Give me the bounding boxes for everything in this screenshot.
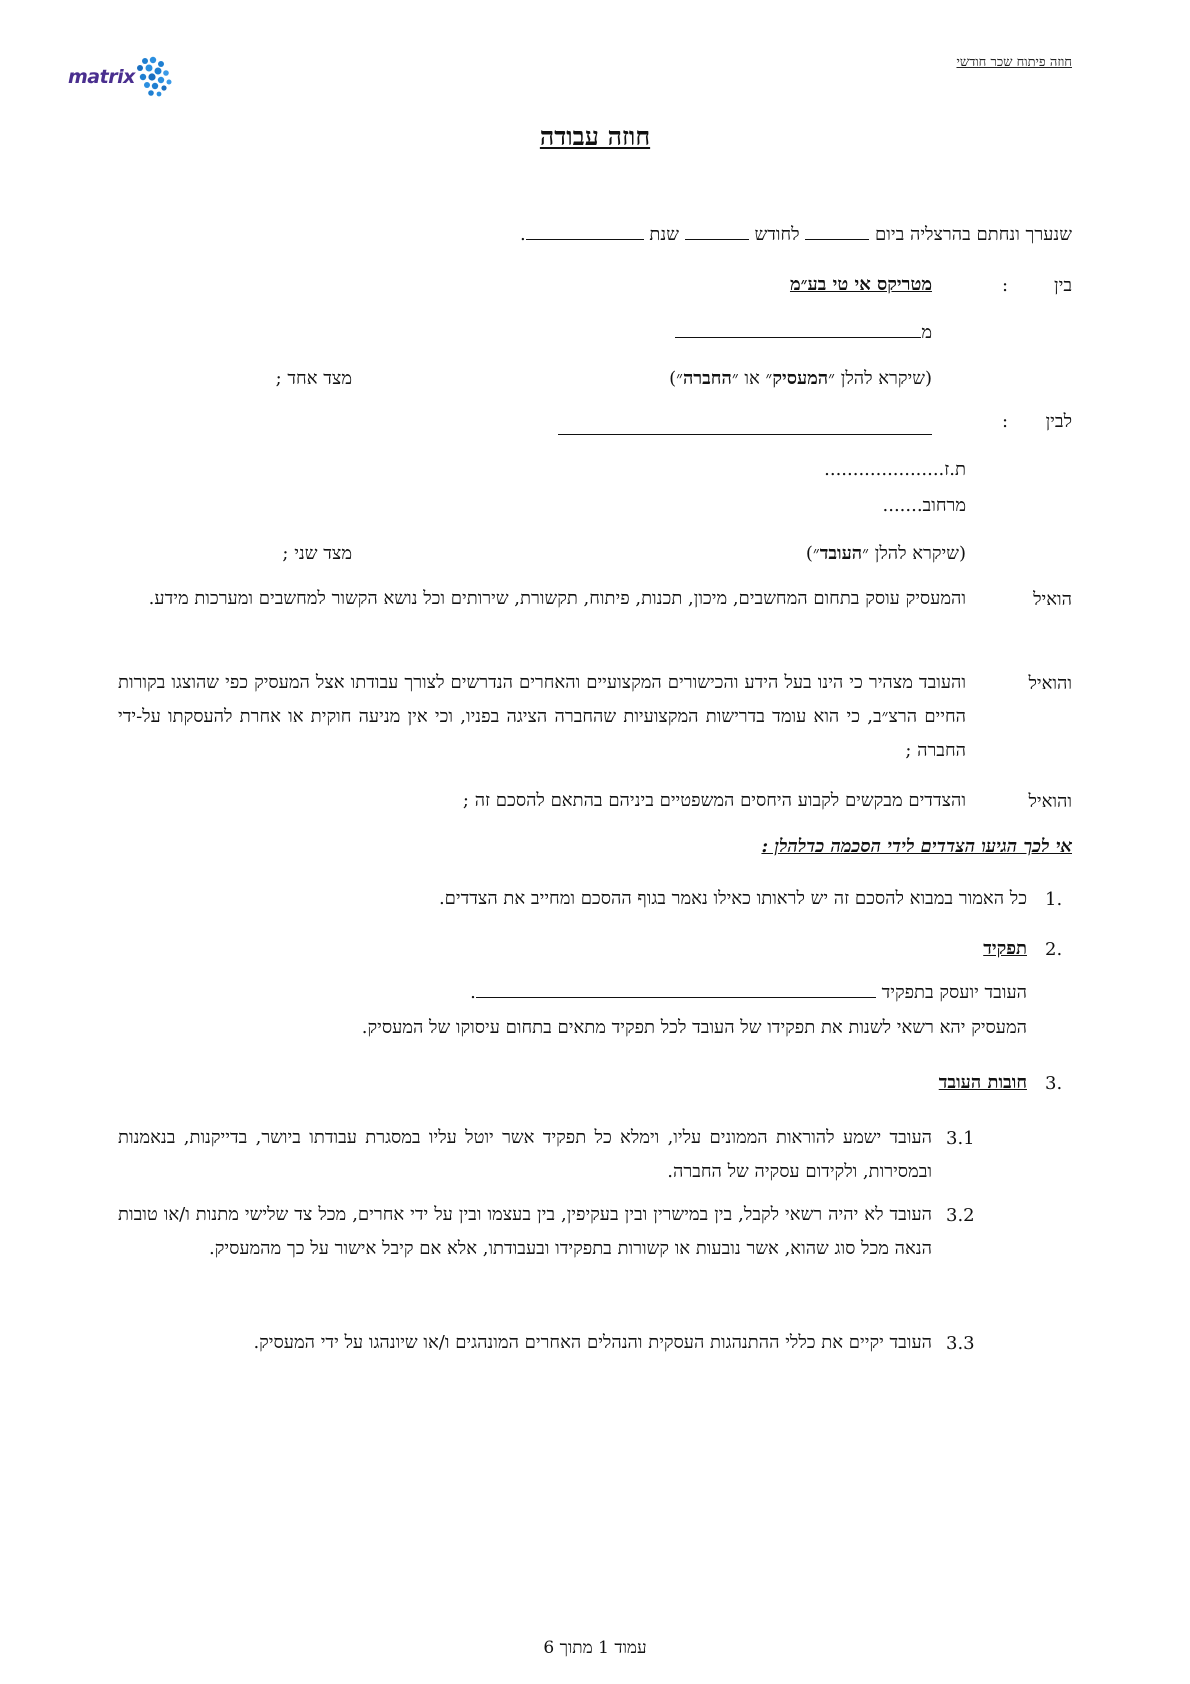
day-blank[interactable] [805,221,869,240]
party1-from-blank[interactable] [675,319,921,338]
intro-text-day: שנערך ונחתם בהרצליה ביום [875,224,1072,245]
logo-wordmark: matrix [68,66,135,88]
role-blank[interactable] [476,979,876,998]
whereas-label-2: והואיל [1028,673,1072,694]
party2-address-line[interactable]: מרחוב....... [882,495,966,516]
clause2-line1 [470,976,1027,1010]
party2-term-employee: העובד [819,543,863,564]
clause1-text: כל האמור במבוא להסכם זה יש לראותו כאילו נאמר בגוף ההסכם ומחייב את הצדדים. [438,888,1027,909]
year-blank[interactable] [526,221,644,240]
party2-colon: : [1002,411,1009,432]
party2-called-close: ״) [805,543,820,564]
clause2-number: 2. [1045,939,1063,960]
clause2-role-text: העובד יועסק בתפקיד [881,982,1027,1003]
party1-side: מצד אחד ; [275,368,352,389]
clause3-number: 3. [1045,1073,1063,1094]
clause3-1-text: העובד ישמע להוראות הממונים עליו, וימלא כל תפקיד אשר יוטל עליו במסגרת עבודתו ביושר, בדייקנות, בנאמנות ובמסירות, ולקידום עסקיה של החברה. [118,1127,932,1182]
intro-text-year: שנת [649,224,679,245]
clause3-heading: חובות העובד [938,1072,1027,1093]
party1-from-line [675,316,932,350]
party1-called-open: (שיקרא להלן ״ [828,368,932,389]
intro-text-month: לחודש [754,224,800,245]
clause3-3-number: 3.3 [946,1333,975,1354]
party1-label: בין [1054,275,1072,296]
clause2-period: . [470,982,476,1003]
logo-dots-icon [123,55,177,101]
party1-from-prefix: מ [921,322,932,343]
party2-name-blank[interactable] [558,416,932,435]
party1-called-line [669,362,932,396]
clause3-2-number: 3.2 [946,1205,975,1226]
party1-term-company: החברה [682,368,732,389]
clause1-number: 1. [1045,889,1063,910]
whereas-label-1: הואיל [1033,589,1072,610]
page-title: חוזה עבודה [539,122,651,151]
header-document-name: חוזה פיתוח שכר חודשי [956,55,1072,70]
whereas-text-2: והעובד מצהיר כי הינו בעל הידע והכישורים המקצועיים והאחרים הנדרשים לצורך עבודתו אצל המעסיק כפי שהוצגו בקורות החיים הרצ״ב, כי הוא עומד בדרישות המקצועיות שהחברה הציגה בפניו, וכי אין מניעה חוקית או אחרת להעסקתו על-ידי החברה ; [118,672,967,761]
clause2-line2: המעסיק יהא רשאי לשנות את תפקידו של העובד לכל תפקיד מתאים בתחום עיסוקו של המעסיק. [361,1017,1027,1038]
clause3-1-number: 3.1 [946,1128,975,1149]
whereas-label-3: והואיל [1028,791,1072,812]
page-number: עמוד 1 מתוך 6 [543,1638,647,1658]
party1-called-close: ״) [669,368,683,389]
clause3-2-text: העובד לא יהיה רשאי לקבל, בין במישרין ובין בעקיפין, בין בעצמו ובין על ידי אחרים, מכל צד שלישי מתנות ו/או טובות הנאה מכל סוג שהוא, אשר נובעות או קשורות בתפקידו ובעבודתו, אלא אם קיבל אישור על כך מהמעסיק. [118,1204,932,1259]
clause3-3-text: העובד יקיים את כללי ההתנהגות העסקית והנהלים האחרים המונהגים ו/או שיונהגו על ידי המעסיק. [253,1332,932,1353]
party2-called-open: (שיקרא להלן ״ [862,543,966,564]
party1-term-employer: המעסיק [772,368,829,389]
intro-line [520,218,1072,252]
whereas-text-3: והצדדים מבקשים לקבוע היחסים המשפטיים ביניהם בהתאם להסכם זה ; [462,790,966,811]
party1-colon: : [1002,275,1009,296]
month-blank[interactable] [685,221,749,240]
party2-id-line[interactable]: ת.ז..................... [824,459,966,480]
party2-label: לבין [1045,411,1072,432]
party2-called-line [806,537,966,571]
party1-called-mid: ״ או ״ [731,368,773,389]
intro-period: . [519,224,526,245]
party2-side: מצד שני ; [282,543,352,564]
agreement-heading: אי לכך הגיעו הצדדים לידי הסכמה כדלהלן : [761,836,1072,857]
party1-name: מטריקס אי טי בע״מ [789,274,932,295]
whereas-text-1: והמעסיק עוסק בתחום המחשבים, מיכון, תכנות, פיתוח, תקשורת, שירותים וכל נושא הקשור למחשבים ומערכות מידע. [148,588,966,609]
clause2-heading: תפקיד [983,938,1027,959]
